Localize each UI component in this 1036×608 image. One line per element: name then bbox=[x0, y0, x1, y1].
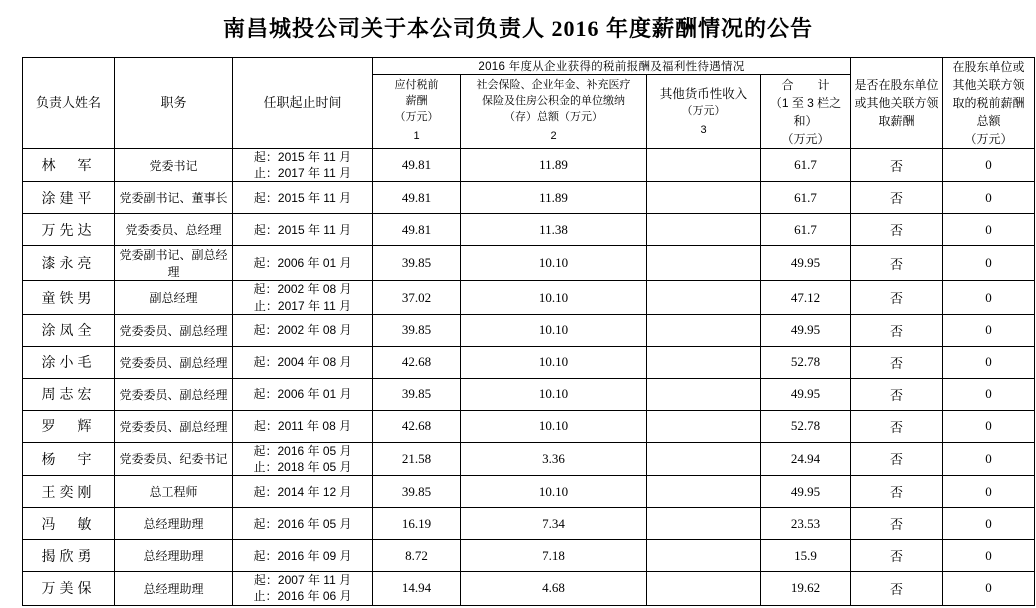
cell-post: 党委委员、副总经理 bbox=[115, 346, 233, 378]
cell-post: 党委委员、总经理 bbox=[115, 214, 233, 246]
cell-pay-pretax: 42.68 bbox=[373, 410, 461, 442]
cell-name: 涂建平 bbox=[23, 182, 115, 214]
cell-period bbox=[233, 540, 373, 572]
period-line: 止：2017 年 11 月 bbox=[253, 166, 352, 181]
table-row bbox=[23, 540, 1035, 572]
header-related-line3: 取的税前薪酬 bbox=[952, 96, 1025, 110]
period-line: 起：2002 年 08 月 bbox=[253, 282, 352, 297]
header-group-compensation: 2016 年度从企业获得的税前报酬及福利性待遇情况 bbox=[373, 58, 851, 75]
cell-post: 党委委员、副总经理 bbox=[115, 314, 233, 346]
cell-name: 杨 宇 bbox=[23, 442, 115, 475]
cell-other-income bbox=[647, 346, 761, 378]
cell-post: 党委书记 bbox=[115, 149, 233, 182]
table-row bbox=[23, 410, 1035, 442]
cell-insurance: 7.34 bbox=[461, 508, 647, 540]
cell-related-amount: 0 bbox=[943, 410, 1035, 442]
cell-shareholder-paid: 否 bbox=[851, 410, 943, 442]
table-row bbox=[23, 281, 1035, 314]
cell-shareholder-paid: 否 bbox=[851, 281, 943, 314]
cell-period bbox=[233, 281, 373, 314]
table-row bbox=[23, 508, 1035, 540]
cell-pay-pretax: 42.68 bbox=[373, 346, 461, 378]
period-line: 止：2018 年 05 月 bbox=[253, 459, 352, 474]
header-name: 负责人姓名 bbox=[23, 58, 115, 149]
cell-name: 冯 敏 bbox=[23, 508, 115, 540]
table-body bbox=[23, 149, 1035, 606]
cell-related-amount: 0 bbox=[943, 314, 1035, 346]
cell-period bbox=[233, 346, 373, 378]
header-shareholder-line1: 是否在股东单位 bbox=[854, 78, 939, 92]
cell-insurance: 10.10 bbox=[461, 281, 647, 314]
period-line: 起：2007 年 11 月 bbox=[253, 573, 352, 588]
cell-name: 童铁男 bbox=[23, 281, 115, 314]
cell-insurance: 3.36 bbox=[461, 442, 647, 475]
cell-insurance: 10.10 bbox=[461, 378, 647, 410]
cell-name: 涂凤全 bbox=[23, 314, 115, 346]
cell-insurance: 11.89 bbox=[461, 149, 647, 182]
cell-related-amount: 0 bbox=[943, 182, 1035, 214]
cell-other-income bbox=[647, 572, 761, 605]
period-line: 止：2017 年 11 月 bbox=[253, 298, 352, 313]
cell-total: 49.95 bbox=[761, 314, 851, 346]
header-other-line1: 其他货币性收入 bbox=[659, 86, 748, 101]
cell-shareholder-paid: 否 bbox=[851, 540, 943, 572]
table-head bbox=[23, 58, 1035, 149]
cell-pay-pretax: 49.81 bbox=[373, 182, 461, 214]
header-row-group bbox=[23, 58, 1035, 75]
cell-post: 总经理助理 bbox=[115, 508, 233, 540]
header-total-line1: 合 计 bbox=[781, 77, 830, 92]
header-total-line3: 和） bbox=[793, 113, 818, 128]
cell-related-amount: 0 bbox=[943, 281, 1035, 314]
table-row bbox=[23, 346, 1035, 378]
cell-total: 24.94 bbox=[761, 442, 851, 475]
header-pay-line1: 应付税前 bbox=[394, 79, 439, 92]
cell-other-income bbox=[647, 182, 761, 214]
cell-shareholder-paid: 否 bbox=[851, 214, 943, 246]
cell-name: 揭欣勇 bbox=[23, 540, 115, 572]
cell-pay-pretax: 8.72 bbox=[373, 540, 461, 572]
header-total bbox=[761, 75, 851, 149]
cell-total: 19.62 bbox=[761, 572, 851, 605]
cell-post: 总经理助理 bbox=[115, 572, 233, 605]
table-row bbox=[23, 476, 1035, 508]
cell-name: 漆永亮 bbox=[23, 246, 115, 281]
period-line: 起：2006 年 01 月 bbox=[253, 256, 352, 271]
table-row bbox=[23, 314, 1035, 346]
cell-total: 47.12 bbox=[761, 281, 851, 314]
cell-total: 52.78 bbox=[761, 346, 851, 378]
cell-related-amount: 0 bbox=[943, 476, 1035, 508]
table-row bbox=[23, 182, 1035, 214]
cell-pay-pretax: 39.85 bbox=[373, 378, 461, 410]
header-other-line2: （万元） bbox=[681, 104, 726, 117]
cell-name: 万美保 bbox=[23, 572, 115, 605]
cell-name: 林 军 bbox=[23, 149, 115, 182]
header-pay-line3: （万元） bbox=[394, 111, 439, 124]
cell-related-amount: 0 bbox=[943, 540, 1035, 572]
cell-pay-pretax: 39.85 bbox=[373, 314, 461, 346]
cell-other-income bbox=[647, 476, 761, 508]
period-line: 止：2016 年 06 月 bbox=[253, 589, 352, 604]
header-post: 职务 bbox=[115, 58, 233, 149]
cell-pay-pretax: 16.19 bbox=[373, 508, 461, 540]
cell-shareholder-paid: 否 bbox=[851, 378, 943, 410]
cell-post: 总经理助理 bbox=[115, 540, 233, 572]
cell-pay-pretax: 37.02 bbox=[373, 281, 461, 314]
header-total-line2: （1 至 3 栏之 bbox=[769, 95, 842, 110]
page-title: 南昌城投公司关于本公司负责人 2016 年度薪酬情况的公告 bbox=[222, 16, 813, 41]
cell-post: 党委委员、副总经理 bbox=[115, 378, 233, 410]
header-pay-number: 1 bbox=[413, 130, 420, 143]
cell-period bbox=[233, 508, 373, 540]
header-total-line4: （万元） bbox=[781, 131, 830, 146]
period-line: 起：2002 年 08 月 bbox=[253, 323, 352, 338]
cell-period bbox=[233, 182, 373, 214]
header-related-line1: 在股东单位或 bbox=[952, 60, 1025, 74]
cell-post: 党委副书记、董事长 bbox=[115, 182, 233, 214]
cell-period bbox=[233, 214, 373, 246]
cell-related-amount: 0 bbox=[943, 214, 1035, 246]
table-row bbox=[23, 572, 1035, 605]
cell-pay-pretax: 49.81 bbox=[373, 214, 461, 246]
cell-period bbox=[233, 476, 373, 508]
cell-other-income bbox=[647, 442, 761, 475]
cell-pay-pretax: 39.85 bbox=[373, 246, 461, 281]
cell-total: 61.7 bbox=[761, 214, 851, 246]
cell-related-amount: 0 bbox=[943, 149, 1035, 182]
cell-other-income bbox=[647, 246, 761, 281]
period-line: 起：2015 年 11 月 bbox=[253, 222, 352, 237]
header-pay-pretax bbox=[373, 75, 461, 149]
cell-insurance: 7.18 bbox=[461, 540, 647, 572]
cell-pay-pretax: 49.81 bbox=[373, 149, 461, 182]
salary-table-container bbox=[0, 57, 1036, 606]
period-line: 起：2011 年 08 月 bbox=[253, 419, 352, 434]
table-row bbox=[23, 442, 1035, 475]
cell-related-amount: 0 bbox=[943, 508, 1035, 540]
cell-other-income bbox=[647, 410, 761, 442]
cell-related-amount: 0 bbox=[943, 346, 1035, 378]
cell-other-income bbox=[647, 508, 761, 540]
period-line: 起：2016 年 09 月 bbox=[253, 548, 352, 563]
cell-total: 61.7 bbox=[761, 149, 851, 182]
cell-period bbox=[233, 442, 373, 475]
cell-other-income bbox=[647, 378, 761, 410]
header-related-amount bbox=[943, 58, 1035, 149]
cell-other-income bbox=[647, 149, 761, 182]
cell-total: 49.95 bbox=[761, 476, 851, 508]
cell-total: 52.78 bbox=[761, 410, 851, 442]
cell-other-income bbox=[647, 540, 761, 572]
table-row bbox=[23, 378, 1035, 410]
cell-insurance: 11.89 bbox=[461, 182, 647, 214]
table-row bbox=[23, 214, 1035, 246]
cell-total: 15.9 bbox=[761, 540, 851, 572]
cell-name: 罗 辉 bbox=[23, 410, 115, 442]
period-line: 起：2016 年 05 月 bbox=[253, 516, 352, 531]
cell-shareholder-paid: 否 bbox=[851, 572, 943, 605]
cell-insurance: 4.68 bbox=[461, 572, 647, 605]
cell-name: 王奕刚 bbox=[23, 476, 115, 508]
cell-post: 党委委员、纪委书记 bbox=[115, 442, 233, 475]
cell-period bbox=[233, 410, 373, 442]
header-related-line2: 其他关联方领 bbox=[952, 78, 1025, 92]
cell-related-amount: 0 bbox=[943, 572, 1035, 605]
cell-insurance: 10.10 bbox=[461, 410, 647, 442]
cell-shareholder-paid: 否 bbox=[851, 149, 943, 182]
header-shareholder-paid bbox=[851, 58, 943, 149]
header-other-income bbox=[647, 75, 761, 149]
cell-name: 万先达 bbox=[23, 214, 115, 246]
cell-shareholder-paid: 否 bbox=[851, 476, 943, 508]
cell-post: 副总经理 bbox=[115, 281, 233, 314]
cell-other-income bbox=[647, 281, 761, 314]
cell-pay-pretax: 39.85 bbox=[373, 476, 461, 508]
cell-insurance: 10.10 bbox=[461, 314, 647, 346]
cell-pay-pretax: 14.94 bbox=[373, 572, 461, 605]
header-pay-line2: 薪酬 bbox=[405, 95, 428, 108]
cell-insurance: 10.10 bbox=[461, 346, 647, 378]
cell-period bbox=[233, 149, 373, 182]
cell-name: 涂小毛 bbox=[23, 346, 115, 378]
period-line: 起：2016 年 05 月 bbox=[253, 443, 352, 458]
cell-other-income bbox=[647, 214, 761, 246]
cell-post: 总工程师 bbox=[115, 476, 233, 508]
cell-related-amount: 0 bbox=[943, 378, 1035, 410]
header-shareholder-line3: 取薪酬 bbox=[878, 114, 915, 128]
period-line: 起：2006 年 01 月 bbox=[253, 387, 352, 402]
cell-total: 49.95 bbox=[761, 246, 851, 281]
header-related-line4: 总额 bbox=[976, 114, 1001, 128]
header-insurance-number: 2 bbox=[550, 130, 557, 143]
header-related-line5: （万元） bbox=[964, 132, 1013, 146]
cell-post: 党委副书记、副总经理 bbox=[115, 246, 233, 281]
cell-period bbox=[233, 378, 373, 410]
cell-insurance: 10.10 bbox=[461, 476, 647, 508]
salary-table bbox=[22, 57, 1035, 606]
header-insurance-line1: 社会保险、企业年金、补充医疗 bbox=[476, 79, 631, 92]
cell-pay-pretax: 21.58 bbox=[373, 442, 461, 475]
cell-shareholder-paid: 否 bbox=[851, 442, 943, 475]
cell-shareholder-paid: 否 bbox=[851, 246, 943, 281]
cell-post: 党委委员、副总经理 bbox=[115, 410, 233, 442]
cell-shareholder-paid: 否 bbox=[851, 508, 943, 540]
table-row bbox=[23, 246, 1035, 281]
cell-insurance: 10.10 bbox=[461, 246, 647, 281]
header-period: 任职起止时间 bbox=[233, 58, 373, 149]
header-insurance bbox=[461, 75, 647, 149]
header-other-number: 3 bbox=[700, 123, 707, 136]
header-shareholder-line2: 或其他关联方领 bbox=[854, 96, 939, 110]
cell-shareholder-paid: 否 bbox=[851, 346, 943, 378]
cell-shareholder-paid: 否 bbox=[851, 314, 943, 346]
cell-period bbox=[233, 314, 373, 346]
period-line: 起：2014 年 12 月 bbox=[253, 484, 352, 499]
cell-period bbox=[233, 572, 373, 605]
cell-related-amount: 0 bbox=[943, 442, 1035, 475]
cell-insurance: 11.38 bbox=[461, 214, 647, 246]
period-line: 起：2015 年 11 月 bbox=[253, 190, 352, 205]
table-row bbox=[23, 149, 1035, 182]
cell-shareholder-paid: 否 bbox=[851, 182, 943, 214]
cell-other-income bbox=[647, 314, 761, 346]
cell-total: 61.7 bbox=[761, 182, 851, 214]
period-line: 起：2015 年 11 月 bbox=[253, 150, 352, 164]
period-line: 起：2004 年 08 月 bbox=[253, 355, 352, 370]
cell-total: 49.95 bbox=[761, 378, 851, 410]
cell-total: 23.53 bbox=[761, 508, 851, 540]
cell-related-amount: 0 bbox=[943, 246, 1035, 281]
cell-period bbox=[233, 246, 373, 281]
cell-name: 周志宏 bbox=[23, 378, 115, 410]
header-insurance-line2: 保险及住房公积金的单位缴纳 bbox=[482, 95, 625, 108]
header-insurance-line3: （存）总额（万元） bbox=[504, 111, 603, 124]
